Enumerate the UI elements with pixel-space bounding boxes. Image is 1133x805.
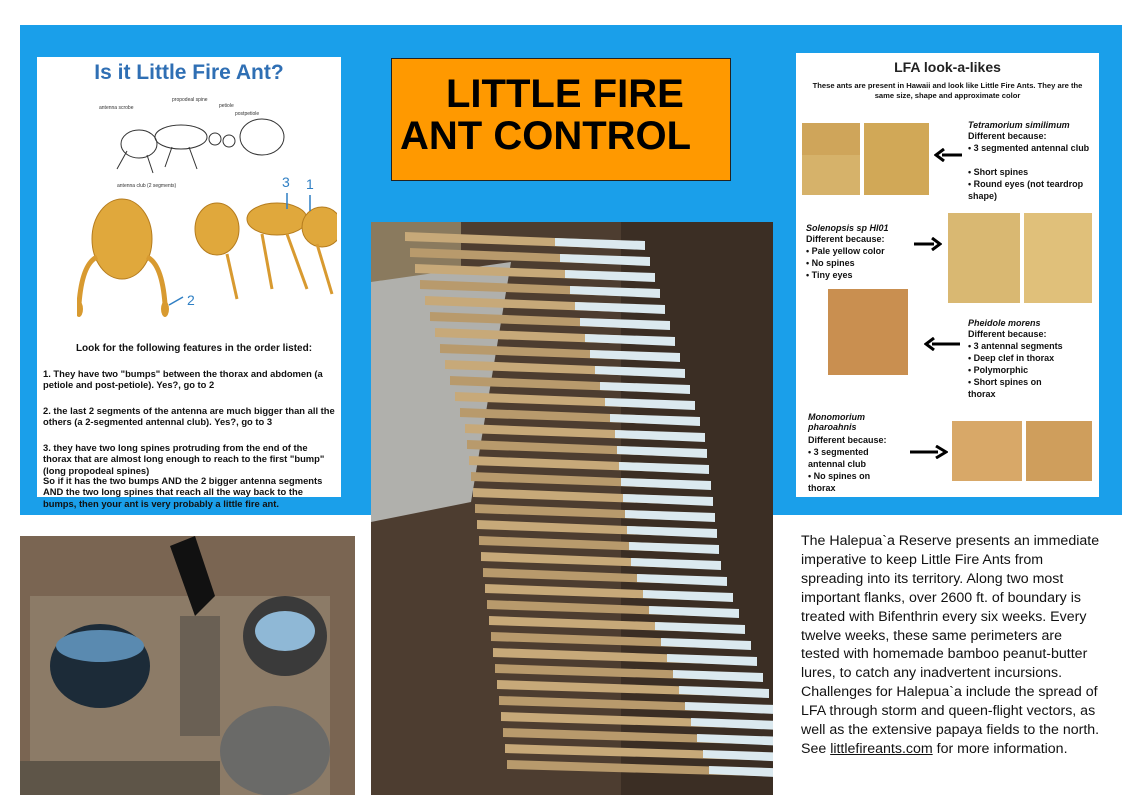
feature-item: • Deep clef in thorax <box>968 353 1055 363</box>
svg-text:antenna scrobe: antenna scrobe <box>99 105 134 111</box>
svg-text:propodeal spine: propodeal spine <box>172 97 208 103</box>
arrow-right-icon <box>912 237 942 251</box>
lfa-card-title: Is it Little Fire Ant? <box>94 61 284 84</box>
feature-item: • Short spines on thorax <box>968 377 1042 399</box>
solenopsis-photo-2 <box>1024 213 1092 303</box>
different-because-label: Different because: <box>806 234 885 244</box>
worker-preparing-lures-photo <box>20 536 355 795</box>
feature-item: • Short spines <box>968 167 1029 177</box>
arrow-left-icon <box>924 337 962 351</box>
solenopsis-photo-1 <box>948 213 1020 303</box>
svg-text:2: 2 <box>187 292 195 308</box>
feature-item: • Round eyes (not teardrop shape) <box>968 179 1084 201</box>
tetramorium-photo-2 <box>802 155 860 195</box>
svg-text:postpetiole: postpetiole <box>235 111 260 117</box>
monomorium-photo-1 <box>952 421 1022 481</box>
feature-item: • Polymorphic <box>968 365 1029 375</box>
title-box <box>391 58 731 181</box>
feature-item: • 3 segmented antennal club <box>968 143 1090 153</box>
lookalikes-title: LFA look-a-likes <box>894 59 1001 75</box>
different-because-label: Different because: <box>968 131 1047 141</box>
lfa-identification-card <box>37 57 341 509</box>
lfa-point-2: 2. the last 2 segments of the antenna are much bigger than all the others (a 2-segmented antennal club). Yes?, go to 3 <box>43 405 335 428</box>
lfa-intro-text: Look for the following features in the order listed: <box>75 343 313 354</box>
arrow-left-icon <box>934 148 964 162</box>
different-because-label: Different because: <box>968 329 1047 339</box>
feature-item: • No spines on thorax <box>808 471 871 493</box>
lfa-lookalikes-card <box>796 53 1099 497</box>
species-name: Tetramorium similimum <box>968 120 1070 130</box>
svg-text:antenna club (2 segments): antenna club (2 segments) <box>117 183 177 189</box>
title-line-1: LITTLE FIRE <box>446 72 684 116</box>
species-name: Monomorium pharoahnis <box>808 412 865 432</box>
feature-item: • No spines <box>806 258 855 268</box>
svg-text:3: 3 <box>282 174 290 190</box>
tetramorium-photo-3 <box>864 123 929 195</box>
feature-item: • Tiny eyes <box>806 270 853 280</box>
ant-diagram-illustration <box>77 89 337 329</box>
feature-item: • 3 segmented antennal club <box>808 447 869 469</box>
halepuaa-description: The Halepua`a Reserve presents an immediate imperative to keep Little Fire Ants from spreading into its territory. Along two most important flanks, over 2600 ft. of boundary is treated with Bifenthrin every six weeks. Every twelve weeks, these same perimeters are tested with homemade bamboo peanut-butter lures, to catch any inadvertent incursions. Challenges for Halepua`a include the spread of LFA through storm and queen-flight vectors, as well as the extensive papaya fields to the north. See littlefireants.com for more information. <box>801 533 1100 757</box>
feature-item: • Pale yellow color <box>806 246 885 256</box>
arrow-right-icon <box>908 445 948 459</box>
monomorium-photo-2 <box>1026 421 1092 481</box>
feature-item: • 3 antennal segments <box>968 341 1063 351</box>
bamboo-lure-stakes-photo <box>371 222 773 795</box>
species-name: Pheidole morens <box>968 318 1041 328</box>
lfa-point-3: 3. they have two long spines protruding from the end of the thorax that are almost long enough to reach to the first "bump" (long propodeal spines) <box>43 442 325 476</box>
title-line-2: ANT CONTROL <box>400 114 692 158</box>
littlefireants-link[interactable]: littlefireants.com <box>830 740 933 757</box>
svg-text:1: 1 <box>306 176 314 192</box>
lfa-conclusion: So if it has the two bumps AND the 2 bigger antenna segments AND the two long spines that reach all the way back to the bumps, then your ant is very probably a little fire ant. <box>43 475 323 509</box>
lookalikes-subtitle: These ants are present in Hawaii and look like Little Fire Ants. They are the same size, shape and approximate color <box>812 81 1083 100</box>
lfa-point-1: 1. They have two "bumps" between the thorax and abdomen (a petiole and post-petiole). Yes?, go to 2 <box>43 368 323 391</box>
different-because-label: Different because: <box>808 435 887 445</box>
svg-text:petiole: petiole <box>219 103 234 109</box>
pheidole-photo <box>828 289 908 375</box>
species-name: Solenopsis sp HI01 <box>806 223 889 233</box>
